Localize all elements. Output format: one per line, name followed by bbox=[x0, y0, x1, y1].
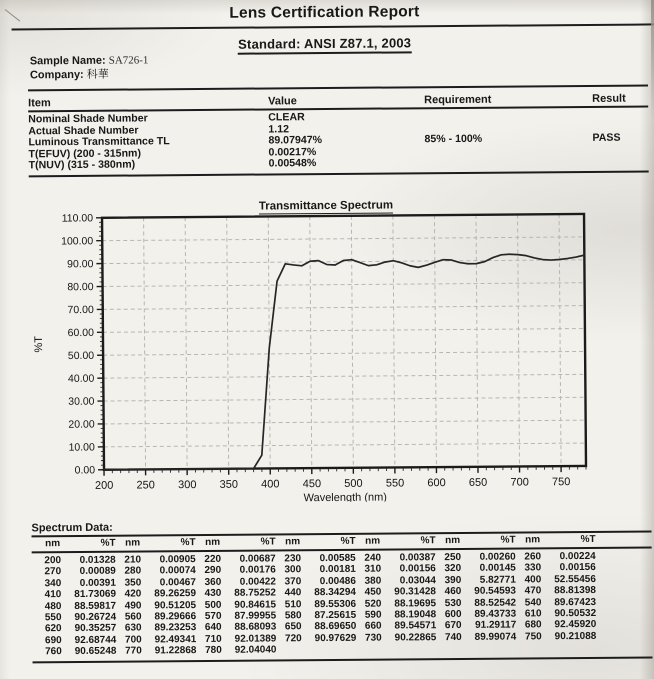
nm-cell: 330 bbox=[524, 562, 542, 574]
nm-cell: 360 bbox=[204, 576, 222, 588]
percent-t-cell: 90.21088 bbox=[554, 630, 597, 643]
percent-t-cell: 90.51205 bbox=[154, 599, 197, 611]
v-gridline bbox=[434, 215, 436, 467]
nm-cell: 350 bbox=[124, 577, 142, 589]
nm-cell: 300 bbox=[284, 564, 302, 576]
percent-t-cell: 0.00422 bbox=[239, 576, 276, 588]
percent-t-cell bbox=[310, 644, 356, 656]
percent-t-cell: 0.00181 bbox=[319, 564, 356, 576]
percent-t-cell: 0.00145 bbox=[479, 562, 516, 575]
x-tick-label: 250 bbox=[136, 479, 155, 492]
x-axis-label: Wavelength (nm) bbox=[303, 491, 387, 505]
nm-header: nm bbox=[365, 535, 381, 547]
nm-cell: 260 bbox=[524, 551, 542, 563]
nm-cell: 760 bbox=[45, 646, 62, 658]
percent-t-cell: 0.00176 bbox=[239, 564, 276, 577]
x-tick-label: 600 bbox=[427, 477, 446, 490]
percent-t-cell: 0.00467 bbox=[159, 576, 196, 589]
nm-cell: 380 bbox=[364, 575, 382, 587]
percent-t-cell: 88.34294 bbox=[314, 586, 357, 599]
nm-cell: 610 bbox=[524, 608, 542, 620]
y-tick-label: 70.00 bbox=[67, 303, 94, 317]
percent-t-cell: 0.01328 bbox=[79, 554, 116, 566]
percent-t-header: %T bbox=[500, 534, 516, 546]
spectrum-body bbox=[32, 548, 653, 661]
results-row bbox=[29, 155, 649, 171]
nm-cell: 210 bbox=[124, 554, 142, 566]
nm-cell: 770 bbox=[125, 645, 142, 657]
nm-cell: 370 bbox=[284, 576, 302, 588]
percent-t-cell: 88.19695 bbox=[394, 597, 437, 610]
percent-t-cell bbox=[390, 643, 436, 655]
percent-t-cell: 0.00391 bbox=[79, 577, 116, 589]
sample-name-value: SA726-1 bbox=[108, 54, 149, 67]
x-tick-label: 200 bbox=[94, 479, 114, 492]
nm-cell: 750 bbox=[524, 631, 542, 643]
percent-t-cell: 88.69650 bbox=[314, 621, 357, 633]
percent-t-cell: 0.00156 bbox=[399, 563, 436, 575]
percent-t-cell: 88.59817 bbox=[74, 600, 117, 612]
x-tick-label: 450 bbox=[302, 478, 322, 491]
page-title: Lens Certification Report bbox=[229, 3, 420, 22]
y-tick-label: 80.00 bbox=[67, 281, 94, 294]
percent-t-header: %T bbox=[420, 535, 436, 547]
y-tick-label: 90.00 bbox=[67, 258, 94, 271]
percent-t-cell: 5.82771 bbox=[479, 574, 516, 586]
percent-t-cell: 90.54593 bbox=[474, 585, 517, 598]
percent-t-cell: 92.45920 bbox=[554, 619, 597, 631]
percent-t-cell: 81.73069 bbox=[74, 588, 117, 601]
nm-cell: 600 bbox=[444, 608, 462, 621]
nm-header: nm bbox=[125, 537, 141, 549]
percent-t-cell: 90.84615 bbox=[234, 599, 277, 611]
y-tick-label: 30.00 bbox=[68, 395, 95, 408]
nm-cell: 530 bbox=[444, 597, 462, 609]
nm-cell: 200 bbox=[44, 555, 62, 567]
y-tick-label: 40.00 bbox=[67, 372, 95, 385]
h-gridline bbox=[104, 443, 586, 447]
percent-t-cell: 0.00387 bbox=[399, 552, 436, 564]
percent-t-cell: 89.67423 bbox=[554, 596, 597, 608]
percent-t-cell: 87.99955 bbox=[234, 610, 277, 622]
nm-cell: 440 bbox=[284, 587, 302, 599]
value-cell: 1.12 bbox=[268, 122, 290, 135]
percent-t-cell: 88.81398 bbox=[554, 585, 597, 597]
nm-cell: 640 bbox=[204, 622, 222, 634]
nm-cell: 620 bbox=[44, 623, 62, 635]
h-gridline bbox=[102, 237, 584, 241]
nm-cell: 270 bbox=[44, 566, 62, 578]
v-gridline bbox=[227, 217, 229, 469]
y-tick-label: 60.00 bbox=[67, 326, 94, 340]
h-gridline bbox=[103, 283, 585, 287]
nm-cell: 460 bbox=[444, 586, 462, 598]
percent-t-header: %T bbox=[340, 535, 356, 547]
nm-cell bbox=[276, 644, 310, 656]
nm-cell bbox=[516, 643, 550, 655]
nm-cell: 550 bbox=[44, 612, 62, 624]
percent-t-cell: 90.31428 bbox=[394, 586, 437, 598]
nm-cell: 520 bbox=[364, 598, 382, 610]
nm-cell: 500 bbox=[204, 599, 222, 611]
y-axis-label: %T bbox=[32, 335, 46, 353]
percent-t-cell: 91.22868 bbox=[154, 645, 197, 657]
x-tick-label: 550 bbox=[385, 477, 405, 490]
percent-t-cell: 90.65248 bbox=[74, 645, 117, 658]
percent-t-cell: 0.00687 bbox=[239, 553, 276, 565]
y-tick-label: 20.00 bbox=[68, 418, 95, 431]
nm-cell: 570 bbox=[204, 610, 222, 622]
x-tick-label: 350 bbox=[219, 478, 239, 491]
percent-t-cell: 0.03044 bbox=[399, 574, 436, 587]
nm-cell: 220 bbox=[204, 553, 222, 565]
y-tick-label: 110.00 bbox=[61, 212, 94, 225]
percent-t-cell: 88.75252 bbox=[234, 587, 277, 599]
x-tick-label: 300 bbox=[178, 479, 197, 492]
v-gridline bbox=[185, 217, 187, 469]
nm-cell: 690 bbox=[44, 634, 62, 647]
nm-cell: 560 bbox=[124, 611, 142, 623]
nm-cell bbox=[436, 643, 470, 655]
result-cell: PASS bbox=[592, 131, 621, 144]
percent-t-cell: 90.50532 bbox=[554, 607, 597, 620]
nm-header: nm bbox=[445, 534, 461, 547]
requirement-cell: 85% - 100% bbox=[424, 132, 483, 146]
percent-t-header: %T bbox=[100, 537, 116, 549]
percent-t-cell: 92.04040 bbox=[234, 644, 277, 656]
nm-cell: 320 bbox=[444, 563, 462, 575]
nm-cell: 290 bbox=[204, 565, 222, 577]
percent-t-cell: 90.22865 bbox=[394, 631, 437, 644]
nm-cell: 720 bbox=[284, 633, 302, 645]
nm-cell: 490 bbox=[124, 600, 142, 612]
percent-t-cell: 0.00486 bbox=[319, 575, 356, 587]
value-cell: CLEAR bbox=[268, 111, 305, 124]
v-gridline bbox=[518, 214, 520, 466]
nm-cell: 480 bbox=[44, 600, 62, 612]
percent-t-cell: 0.00224 bbox=[559, 550, 596, 563]
value-cell: 0.00217% bbox=[268, 145, 317, 158]
nm-cell: 430 bbox=[204, 588, 222, 600]
item-cell: Nominal Shade Number bbox=[28, 112, 148, 126]
item-cell: Actual Shade Number bbox=[28, 123, 139, 137]
y-tick-label: 10.00 bbox=[68, 441, 95, 454]
h-gridline bbox=[103, 329, 585, 333]
spectrum-data-title: Spectrum Data: bbox=[31, 521, 113, 535]
v-gridline bbox=[393, 215, 395, 467]
percent-t-cell: 89.54571 bbox=[394, 620, 437, 632]
percent-t-cell bbox=[550, 642, 596, 654]
x-tick-label: 750 bbox=[551, 476, 571, 489]
sample-info bbox=[30, 54, 149, 82]
nm-cell: 410 bbox=[44, 589, 62, 601]
percent-t-cell: 89.43733 bbox=[474, 608, 517, 620]
nm-cell bbox=[356, 644, 390, 656]
nm-cell: 680 bbox=[524, 619, 542, 631]
percent-t-cell: 89.99074 bbox=[474, 631, 517, 643]
nm-cell: 700 bbox=[124, 634, 142, 646]
v-gridline bbox=[310, 216, 312, 468]
percent-t-cell: 91.29117 bbox=[475, 619, 517, 632]
percent-t-cell: 90.97629 bbox=[314, 632, 357, 644]
percent-t-header: %T bbox=[580, 533, 596, 546]
nm-cell: 650 bbox=[284, 621, 302, 633]
transmittance-spectrum-chart bbox=[27, 208, 609, 505]
results-table bbox=[28, 84, 649, 176]
nm-cell: 280 bbox=[124, 565, 142, 578]
h-gridline bbox=[103, 374, 585, 378]
item-cell: Luminous Transmittance TL bbox=[28, 135, 170, 149]
percent-t-cell: 92.68744 bbox=[74, 634, 117, 646]
percent-t-header: %T bbox=[180, 537, 196, 549]
percent-t-cell bbox=[470, 643, 516, 655]
value-cell: 89.07947% bbox=[268, 134, 323, 147]
nm-header: nm bbox=[525, 534, 541, 546]
company-line bbox=[30, 68, 149, 82]
result-cell bbox=[589, 155, 649, 167]
result-cell bbox=[588, 109, 648, 121]
nm-cell: 420 bbox=[124, 588, 142, 600]
v-gridline bbox=[559, 214, 561, 466]
x-tick-label: 700 bbox=[510, 476, 529, 489]
x-tick-label: 650 bbox=[468, 476, 488, 489]
nm-header: nm bbox=[205, 536, 221, 548]
value-cell: 0.00548% bbox=[268, 157, 317, 170]
percent-t-cell: 0.00089 bbox=[79, 566, 116, 578]
standard-subtitle: Standard: ANSI Z87.1, 2003 bbox=[238, 35, 411, 54]
percent-t-cell: 89.55306 bbox=[314, 598, 357, 610]
percent-t-cell: 92.49341 bbox=[154, 633, 197, 646]
nm-header: nm bbox=[285, 536, 301, 548]
v-gridline bbox=[351, 216, 353, 468]
x-tick-label: 400 bbox=[261, 478, 280, 491]
percent-t-header: %T bbox=[260, 536, 276, 548]
percent-t-cell: 0.00585 bbox=[319, 552, 356, 565]
results-col-result: Result bbox=[592, 92, 626, 105]
percent-t-cell: 88.52542 bbox=[474, 597, 517, 609]
nm-cell: 310 bbox=[364, 563, 382, 576]
nm-cell: 230 bbox=[284, 553, 302, 565]
title-divider bbox=[12, 23, 654, 30]
results-col-item: Item bbox=[28, 97, 51, 110]
company-value: 科華 bbox=[86, 68, 109, 81]
nm-cell: 710 bbox=[204, 633, 222, 645]
percent-t-cell: 92.01389 bbox=[234, 633, 277, 645]
spectrum-data-section bbox=[31, 517, 652, 663]
percent-t-cell: 87.25615 bbox=[314, 609, 357, 622]
standard-line-wrap bbox=[0, 32, 652, 56]
percent-t-cell: 90.35257 bbox=[74, 623, 117, 635]
nm-cell: 540 bbox=[524, 596, 542, 609]
percent-t-cell: 0.00074 bbox=[159, 565, 196, 577]
v-gridline bbox=[476, 215, 478, 467]
nm-cell: 400 bbox=[524, 574, 542, 586]
percent-t-cell: 89.29666 bbox=[154, 611, 197, 623]
percent-t-cell: 88.68093 bbox=[234, 621, 277, 634]
percent-t-cell: 0.00905 bbox=[159, 554, 196, 566]
percent-t-cell: 52.55456 bbox=[554, 573, 596, 586]
company-label: Company: bbox=[29, 68, 84, 81]
nm-header: nm bbox=[45, 538, 61, 550]
y-tick-label: 50.00 bbox=[67, 349, 95, 362]
sample-name-label: Sample Name: bbox=[29, 54, 106, 68]
nm-cell: 470 bbox=[524, 585, 542, 597]
chart-title: Transmittance Spectrum bbox=[258, 199, 394, 213]
sample-name-line bbox=[30, 54, 149, 68]
results-col-requirement: Requirement bbox=[424, 93, 492, 107]
result-cell bbox=[588, 144, 648, 156]
percent-t-cell: 90.26724 bbox=[74, 611, 117, 624]
nm-cell: 660 bbox=[364, 621, 382, 633]
item-cell: T(EFUV) (200 - 315nm) bbox=[28, 146, 142, 160]
nm-cell: 240 bbox=[364, 552, 382, 564]
plot-border bbox=[102, 214, 586, 470]
y-tick-label: 0.00 bbox=[74, 464, 96, 477]
nm-cell: 780 bbox=[205, 645, 222, 657]
percent-t-cell: 0.00260 bbox=[479, 551, 516, 563]
item-cell: T(NUV) (315 - 380nm) bbox=[28, 158, 136, 172]
nm-cell: 590 bbox=[364, 609, 382, 621]
h-gridline bbox=[103, 306, 585, 310]
nm-cell: 450 bbox=[364, 586, 382, 598]
results-col-value: Value bbox=[268, 95, 297, 108]
percent-t-cell: 0.00156 bbox=[559, 562, 596, 574]
h-gridline bbox=[104, 420, 586, 424]
h-gridline bbox=[103, 351, 585, 355]
x-tick-label: 500 bbox=[344, 477, 363, 490]
requirement-cell bbox=[419, 156, 589, 169]
v-gridline bbox=[144, 217, 146, 469]
nm-cell: 670 bbox=[444, 620, 462, 632]
nm-cell: 340 bbox=[44, 577, 62, 590]
percent-t-cell: 89.23253 bbox=[154, 622, 197, 634]
y-tick-label: 100.00 bbox=[61, 235, 94, 248]
h-gridline bbox=[103, 397, 585, 401]
nm-cell: 740 bbox=[444, 631, 462, 643]
nm-cell: 730 bbox=[364, 632, 382, 644]
nm-cell: 630 bbox=[124, 622, 142, 635]
nm-cell: 510 bbox=[284, 598, 302, 610]
nm-cell: 250 bbox=[444, 551, 462, 564]
nm-cell: 390 bbox=[444, 574, 462, 586]
results-body bbox=[28, 107, 648, 174]
percent-t-cell: 88.19048 bbox=[394, 609, 437, 621]
nm-cell: 580 bbox=[284, 610, 302, 622]
percent-t-cell: 89.26259 bbox=[154, 588, 197, 600]
